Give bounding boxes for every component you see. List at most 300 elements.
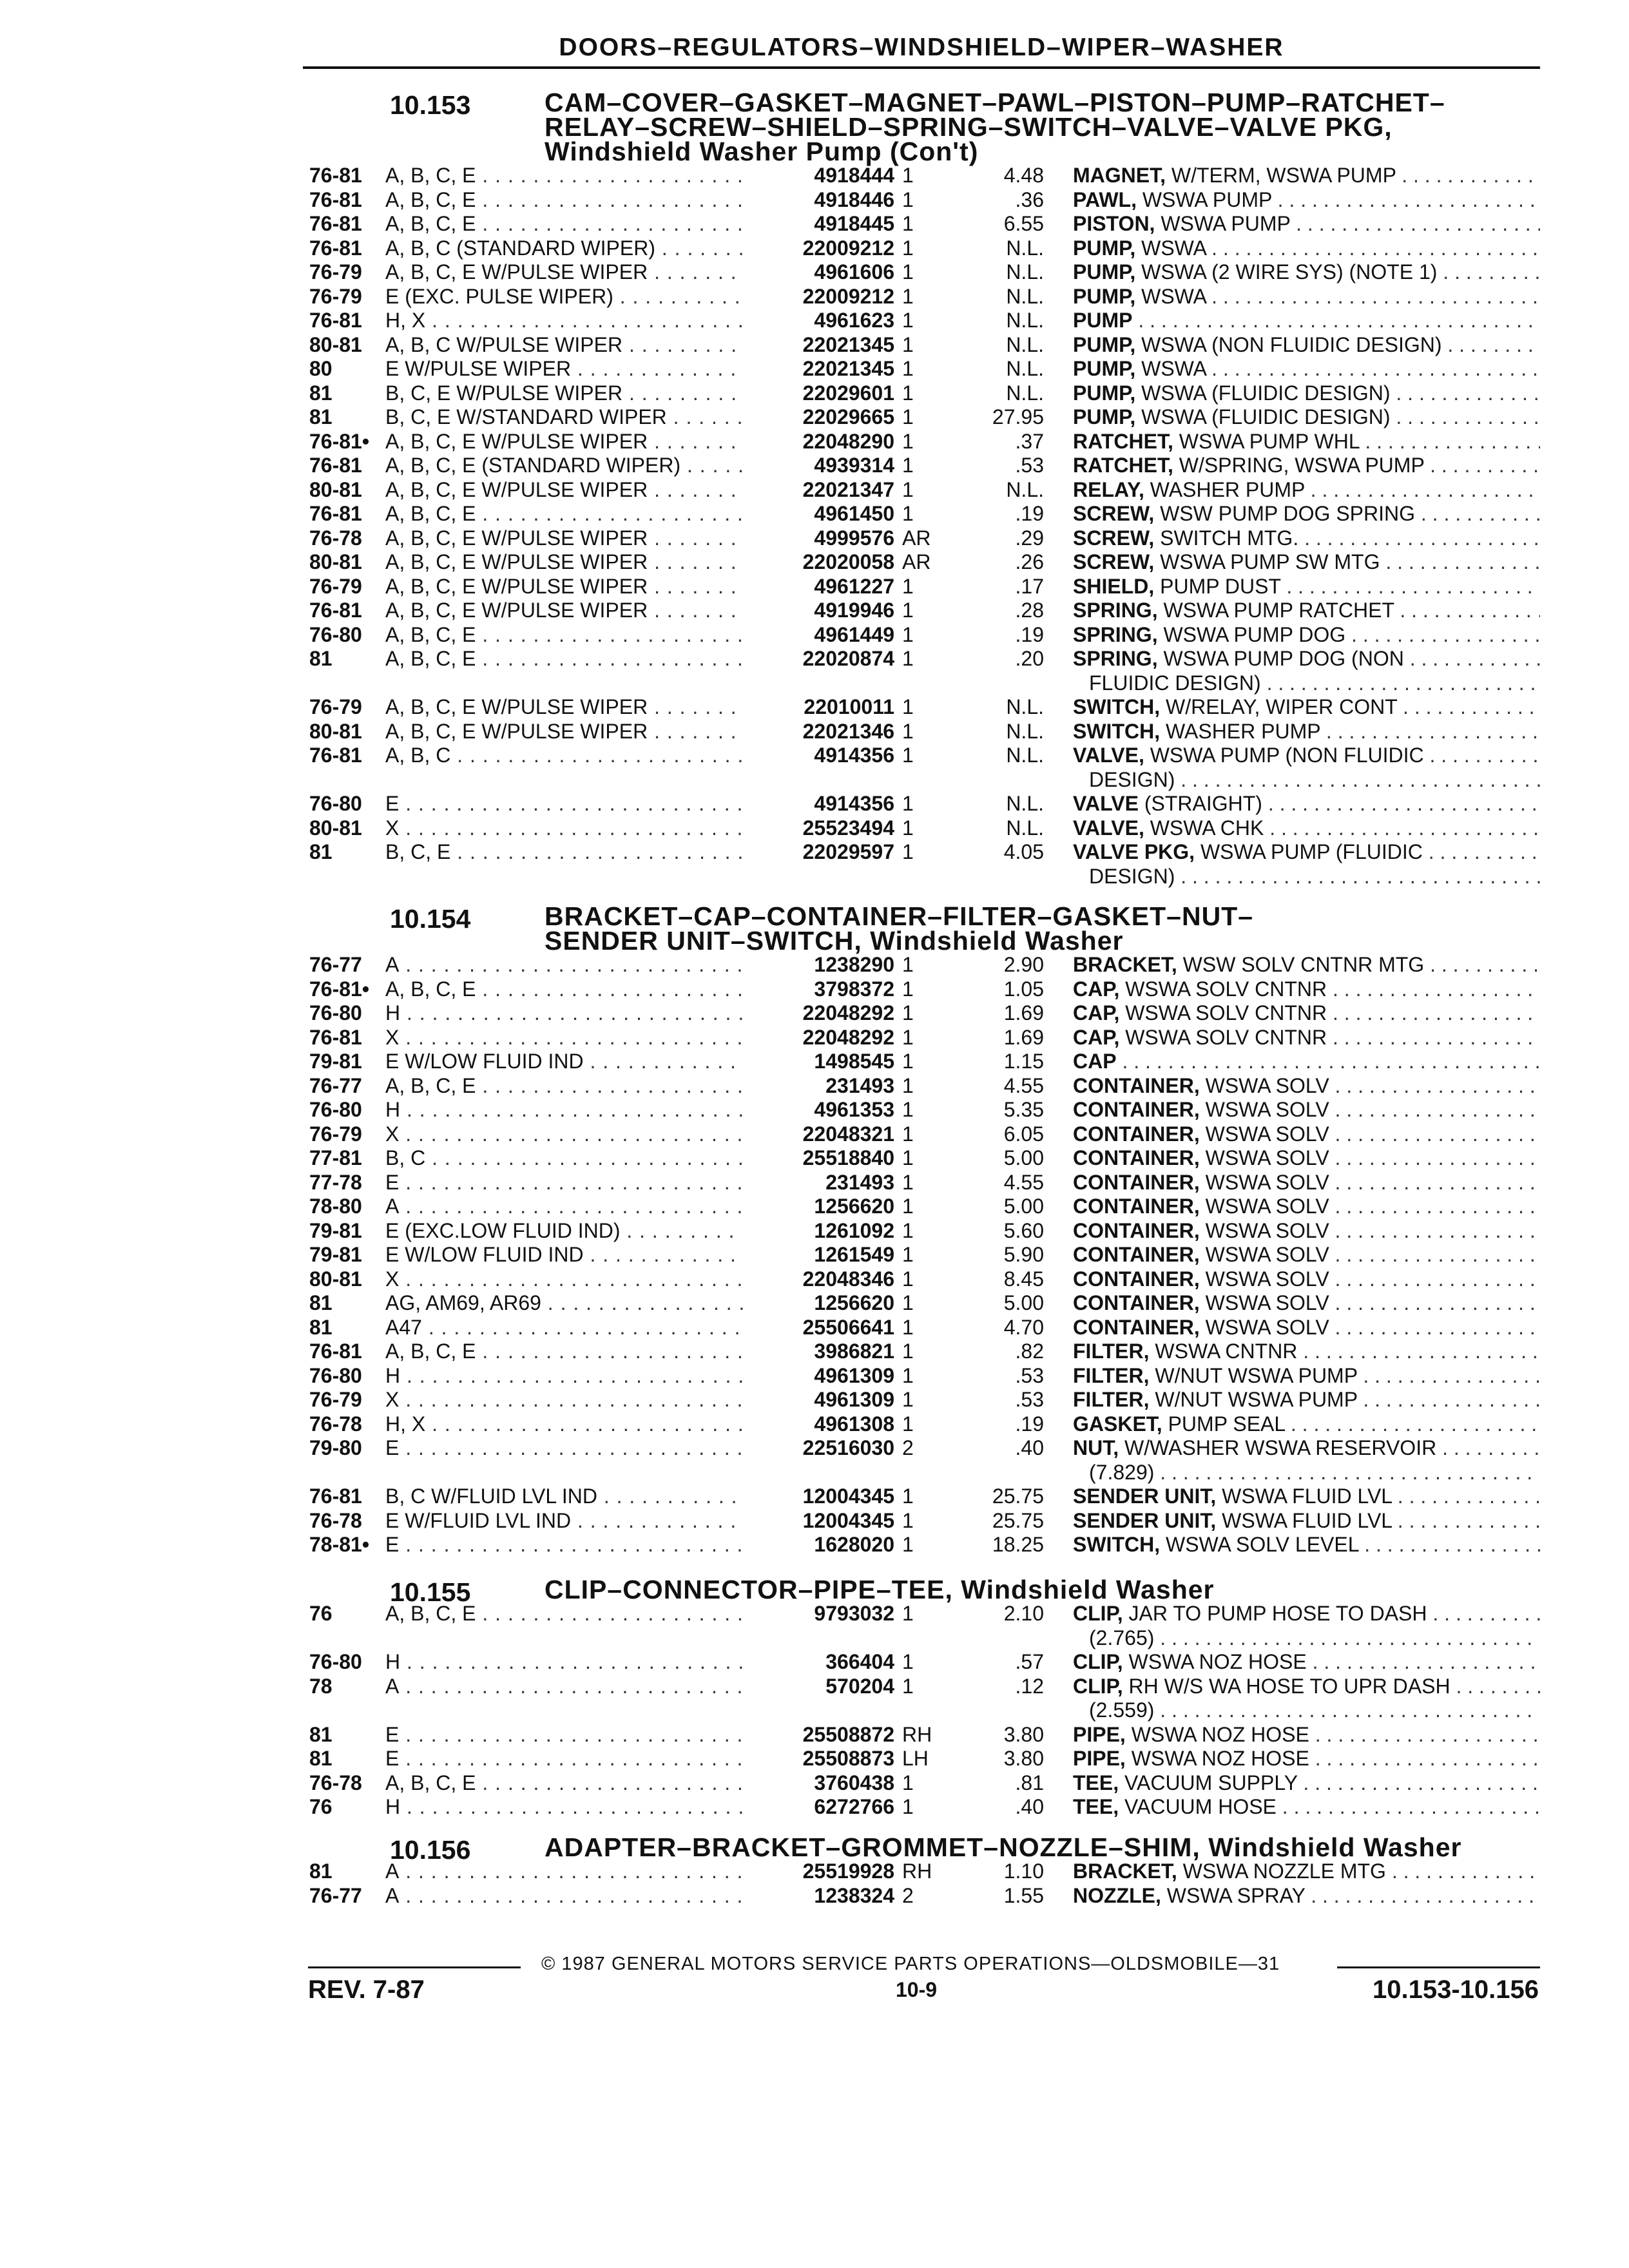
- table-row: [303, 953, 1540, 977]
- price: 2.10: [1003, 1602, 1044, 1625]
- part-number: 4961353: [814, 1098, 894, 1121]
- part-name: PUMP,: [1073, 332, 1136, 356]
- part-number: 22029601: [802, 381, 894, 405]
- model-applicability: H . . .: [385, 1364, 743, 1389]
- description-line: [1073, 309, 1540, 333]
- part-name: FILTER,: [1073, 1388, 1150, 1411]
- description-text: WSWA (FLUIDIC DESIGN): [1141, 405, 1391, 428]
- part-number: 4961309: [814, 1363, 894, 1387]
- model-applicability: E . . .: [385, 1533, 743, 1557]
- model-applicability: E . . .: [385, 1436, 743, 1461]
- description-line: [1073, 1860, 1540, 1884]
- part-number: 22048292: [802, 1025, 894, 1049]
- price: 6.55: [1003, 212, 1044, 235]
- model-applicability: E . . .: [385, 1171, 743, 1195]
- part-name: CONTAINER,: [1073, 1073, 1200, 1097]
- section-title: [545, 1577, 1540, 1602]
- description-text: SWITCH MTG.: [1160, 526, 1299, 550]
- table-row: [303, 1316, 1540, 1340]
- quantity: 1: [902, 1315, 914, 1339]
- parts-table: [303, 164, 1540, 889]
- price: .19: [1015, 622, 1044, 646]
- quantity: 1: [902, 840, 914, 863]
- description-text: WSWA SOLV: [1205, 1218, 1329, 1242]
- price: 5.00: [1003, 1291, 1044, 1314]
- model-year: 81: [309, 647, 333, 670]
- description-text: WSWA PUMP (FLUIDIC: [1200, 840, 1423, 863]
- quantity: 1: [902, 1340, 914, 1363]
- table-row: [303, 1171, 1540, 1195]
- part-description: [1073, 1195, 1540, 1219]
- description-text: WSWA: [1141, 236, 1206, 260]
- part-number: 22048321: [802, 1122, 894, 1146]
- section-subtitle: Windshield Washer: [1208, 1832, 1462, 1862]
- price: 25.75: [992, 1508, 1044, 1532]
- description-text: WSWA PUMP: [1161, 212, 1291, 235]
- part-name: VALVE PKG,: [1073, 840, 1195, 863]
- table-row: [303, 1050, 1540, 1074]
- quantity: 1: [902, 1412, 914, 1436]
- price: 4.05: [1003, 840, 1044, 863]
- price: 1.55: [1003, 1883, 1044, 1907]
- model-year: 81: [309, 1747, 333, 1770]
- description-line: [1073, 720, 1540, 744]
- model-year: 76-81: [309, 1340, 362, 1363]
- model-year: 76-80: [309, 792, 362, 815]
- part-name: RELAY,: [1073, 477, 1144, 501]
- section-title: [545, 1832, 1540, 1862]
- part-number: 22021346: [802, 719, 894, 743]
- description-line: [1073, 816, 1540, 841]
- description-text: WSWA (NON FLUIDIC DESIGN): [1141, 332, 1442, 356]
- part-description: [1073, 333, 1540, 358]
- description-line: [1073, 357, 1540, 381]
- model-year: 76-77: [309, 1073, 362, 1097]
- part-number: 22029597: [802, 840, 894, 863]
- model-applicability: A, B, C, E . . .: [385, 1771, 743, 1796]
- part-description: [1073, 1122, 1540, 1147]
- part-number: 6272766: [814, 1795, 894, 1818]
- description-line: [1073, 405, 1540, 430]
- part-name: CONTAINER,: [1073, 1098, 1200, 1121]
- model-year: 76: [309, 1602, 333, 1625]
- model-year: 76-80: [309, 1363, 362, 1387]
- description-text: WSWA SOLV: [1205, 1243, 1329, 1266]
- description-line: [1073, 1436, 1540, 1461]
- model-year: 76-79: [309, 1122, 362, 1146]
- quantity: 1: [902, 1218, 914, 1242]
- part-description: [1073, 1001, 1540, 1026]
- quantity: 1: [902, 405, 914, 428]
- price: N.L.: [1006, 284, 1044, 308]
- model-year: 76-78: [309, 526, 362, 550]
- part-number: 1238290: [814, 953, 894, 976]
- quantity: 1: [902, 744, 914, 767]
- model-applicability: X . . .: [385, 1267, 743, 1292]
- part-description: [1073, 526, 1540, 551]
- price: N.L.: [1006, 695, 1044, 718]
- quantity: 1: [902, 187, 914, 211]
- part-number: 25518840: [802, 1146, 894, 1169]
- description-text: WSWA PUMP (NON FLUIDIC: [1150, 744, 1424, 767]
- quantity: 1: [902, 574, 914, 598]
- part-description: [1073, 1291, 1540, 1316]
- part-number: 366404: [825, 1650, 894, 1673]
- quantity: 1: [902, 309, 914, 332]
- price: N.L.: [1006, 792, 1044, 815]
- part-number: 4961308: [814, 1412, 894, 1436]
- description-text: WSWA PUMP DOG (NON: [1163, 647, 1404, 670]
- part-description: [1073, 1509, 1540, 1533]
- part-name: CONTAINER,: [1073, 1195, 1200, 1218]
- quantity: 1: [902, 816, 914, 840]
- model-applicability: A, B, C, E W/PULSE WIPER . . .: [385, 526, 743, 551]
- description-text: PUMP SEAL: [1168, 1412, 1285, 1436]
- description-line: [1073, 953, 1540, 977]
- table-row: [303, 1074, 1540, 1099]
- description-text: WSWA PUMP SW MTG: [1160, 550, 1380, 573]
- description-line: [1073, 1074, 1540, 1099]
- part-name: PISTON,: [1073, 212, 1155, 235]
- part-name: PIPE,: [1073, 1722, 1126, 1746]
- part-description: [1073, 405, 1540, 430]
- part-number: 22048292: [802, 1001, 894, 1024]
- model-applicability: X . . .: [385, 1388, 743, 1412]
- model-year: 81: [309, 1722, 333, 1746]
- model-year: 76-81: [309, 187, 362, 211]
- part-description: [1073, 1860, 1540, 1884]
- model-applicability: E W/LOW FLUID IND . . .: [385, 1050, 743, 1074]
- model-year: 76-80: [309, 1098, 362, 1121]
- quantity: 1: [902, 1771, 914, 1794]
- price: N.L.: [1006, 236, 1044, 260]
- description-text: WSWA CNTNR: [1155, 1340, 1298, 1363]
- table-row: [303, 1195, 1540, 1219]
- model-year: 76-78: [309, 1412, 362, 1436]
- description-text: (7.829): [1089, 1460, 1155, 1484]
- table-row: [303, 977, 1540, 1002]
- part-description: [1073, 1171, 1540, 1195]
- model-applicability: A, B, C, E . . .: [385, 623, 743, 648]
- quantity: 1: [902, 357, 914, 380]
- part-description: [1073, 1485, 1540, 1509]
- part-name: CLIP,: [1073, 1602, 1123, 1625]
- description-line: [1073, 526, 1540, 551]
- part-name: SENDER UNIT,: [1073, 1485, 1217, 1508]
- table-row: [303, 1509, 1540, 1533]
- table-row: [303, 1291, 1540, 1316]
- quantity: 1: [902, 1485, 914, 1508]
- model-applicability: A, B, C, E . . .: [385, 647, 743, 671]
- part-description: [1073, 188, 1540, 213]
- quantity: 1: [902, 695, 914, 718]
- part-number: 22048346: [802, 1267, 894, 1291]
- table-row: [303, 1795, 1540, 1820]
- part-number: 22516030: [802, 1436, 894, 1459]
- model-year: 78-81•: [309, 1533, 370, 1556]
- table-row: [303, 1650, 1540, 1675]
- part-number: 4961450: [814, 502, 894, 525]
- part-name: CLIP,: [1073, 1650, 1123, 1673]
- table-row: [303, 1146, 1540, 1171]
- description-line: [1073, 1050, 1540, 1074]
- model-applicability: E W/PULSE WIPER . . .: [385, 357, 743, 381]
- price: 1.05: [1003, 977, 1044, 1001]
- model-applicability: A, B, C, E W/PULSE WIPER . . .: [385, 599, 743, 623]
- model-applicability: A, B, C (STANDARD WIPER) . . .: [385, 236, 743, 261]
- description-text: WSWA NOZZLE MTG: [1182, 1860, 1386, 1883]
- table-row: [303, 260, 1540, 285]
- part-description: [1073, 502, 1540, 526]
- model-applicability: A, B, C, E . . .: [385, 977, 743, 1002]
- model-year: 76-81: [309, 1025, 362, 1049]
- quantity: 1: [902, 1073, 914, 1097]
- part-name: CAP: [1073, 1050, 1117, 1073]
- table-row: [303, 744, 1540, 792]
- description-line: [1073, 671, 1540, 696]
- model-applicability: B, C . . .: [385, 1146, 743, 1171]
- model-applicability: A, B, C, E . . .: [385, 188, 743, 213]
- price: .37: [1015, 429, 1044, 453]
- part-name: BRACKET,: [1073, 1860, 1177, 1883]
- price: .19: [1015, 1412, 1044, 1436]
- part-name: CONTAINER,: [1073, 1218, 1200, 1242]
- part-name: PAWL,: [1073, 187, 1137, 211]
- model-applicability: H, X . . .: [385, 309, 743, 333]
- price: 5.00: [1003, 1146, 1044, 1169]
- price: 1.15: [1003, 1050, 1044, 1073]
- part-number: 22020874: [802, 647, 894, 670]
- part-number: 570204: [825, 1674, 894, 1698]
- quantity: 1: [902, 1025, 914, 1049]
- part-name: SENDER UNIT,: [1073, 1508, 1217, 1532]
- page-number: 10-9: [896, 1978, 938, 2001]
- description-text: WSWA NOZ HOSE: [1131, 1747, 1309, 1770]
- description-text: WASHER PUMP: [1150, 477, 1305, 501]
- part-name: SWITCH,: [1073, 695, 1161, 718]
- description-line: [1073, 1602, 1540, 1626]
- table-row: [303, 454, 1540, 478]
- quantity: 1: [902, 1508, 914, 1532]
- price: .53: [1015, 1388, 1044, 1411]
- part-name: CONTAINER,: [1073, 1243, 1200, 1266]
- table-row: [303, 1485, 1540, 1509]
- part-description: [1073, 1675, 1540, 1723]
- model-year: 76-80: [309, 622, 362, 646]
- model-applicability: A, B, C, E W/PULSE WIPER . . .: [385, 478, 743, 503]
- model-applicability: A, B, C, E W/PULSE WIPER . . .: [385, 720, 743, 744]
- table-row: [303, 1267, 1540, 1292]
- price: .40: [1015, 1795, 1044, 1818]
- model-applicability: E W/FLUID LVL IND . . .: [385, 1509, 743, 1533]
- description-line: [1073, 1747, 1540, 1771]
- table-row: [303, 1122, 1540, 1147]
- part-number: 231493: [825, 1170, 894, 1194]
- table-row: [303, 1340, 1540, 1364]
- part-name: RATCHET,: [1073, 429, 1173, 453]
- price: .36: [1015, 187, 1044, 211]
- part-name: CONTAINER,: [1073, 1291, 1200, 1314]
- model-applicability: A, B, C W/PULSE WIPER . . .: [385, 333, 743, 358]
- part-name: CAP,: [1073, 1001, 1120, 1024]
- quantity: 1: [902, 1363, 914, 1387]
- model-year: 80-81: [309, 719, 362, 743]
- description-line: [1073, 1219, 1540, 1244]
- description-line: [1073, 1771, 1540, 1796]
- part-number: 4999576: [814, 526, 894, 550]
- table-row: [303, 333, 1540, 358]
- price: 4.70: [1003, 1315, 1044, 1339]
- quantity: 1: [902, 284, 914, 308]
- price: 1.10: [1003, 1860, 1044, 1883]
- description-line: [1073, 1795, 1540, 1820]
- table-row: [303, 1243, 1540, 1267]
- price: .29: [1015, 526, 1044, 550]
- description-line: [1073, 1461, 1540, 1485]
- description-text: WSWA SOLV: [1205, 1267, 1329, 1291]
- model-year: 76-79: [309, 260, 362, 284]
- quantity: 1: [902, 1267, 914, 1291]
- section-title-line: RELAY–SCREW–SHIELD–SPRING–SWITCH–VALVE–VALVE PKG,: [545, 112, 1393, 142]
- section-header: [303, 90, 1540, 164]
- description-line: [1073, 695, 1540, 720]
- footer-rule-left: [308, 1966, 521, 1968]
- description-line: [1073, 1316, 1540, 1340]
- part-name: SHIELD,: [1073, 574, 1155, 598]
- description-line: [1073, 1412, 1540, 1437]
- price: 27.95: [992, 405, 1044, 428]
- part-number: 4919946: [814, 599, 894, 622]
- part-name: TEE,: [1073, 1795, 1119, 1818]
- model-year: 76-79: [309, 284, 362, 308]
- model-applicability: E . . .: [385, 1747, 743, 1771]
- model-year: 76-81: [309, 1485, 362, 1508]
- table-row: [303, 695, 1540, 720]
- model-year: 79-80: [309, 1436, 362, 1459]
- part-number: 3760438: [814, 1771, 894, 1794]
- model-applicability: A, B, C, E . . .: [385, 1340, 743, 1364]
- price: N.L.: [1006, 477, 1044, 501]
- part-name: SWITCH,: [1073, 719, 1161, 743]
- parts-table: [303, 953, 1540, 1557]
- description-text: (2.765): [1089, 1626, 1155, 1649]
- description-text: PUMP DUST: [1160, 574, 1281, 598]
- part-description: [1073, 1771, 1540, 1796]
- description-text: W/NUT WSWA PUMP: [1155, 1388, 1358, 1411]
- table-row: [303, 647, 1540, 695]
- part-description: [1073, 1098, 1540, 1122]
- part-description: [1073, 1747, 1540, 1771]
- price: .57: [1015, 1650, 1044, 1673]
- price: N.L.: [1006, 309, 1044, 332]
- table-row: [303, 502, 1540, 526]
- description-text: WSWA FLUID LVL: [1222, 1485, 1392, 1508]
- table-row: [303, 1219, 1540, 1244]
- model-year: 81: [309, 840, 333, 863]
- part-number: 25519928: [802, 1860, 894, 1883]
- part-description: [1073, 1219, 1540, 1244]
- part-name: SCREW,: [1073, 550, 1155, 573]
- description-line: [1073, 744, 1540, 768]
- description-text: WSW SOLV CNTNR MTG: [1182, 953, 1425, 976]
- table-row: [303, 599, 1540, 623]
- part-number: 4961309: [814, 1388, 894, 1411]
- quantity: 1: [902, 1098, 914, 1121]
- part-name: FILTER,: [1073, 1340, 1150, 1363]
- part-description: [1073, 478, 1540, 503]
- description-line: [1073, 1650, 1540, 1675]
- footer-rule-right: [1337, 1966, 1540, 1968]
- table-row: [303, 1412, 1540, 1437]
- quantity: 2: [902, 1436, 914, 1459]
- part-name: GASKET,: [1073, 1412, 1162, 1436]
- part-description: [1073, 953, 1540, 977]
- description-text: WSWA PUMP RATCHET: [1163, 599, 1394, 622]
- quantity: AR: [902, 550, 931, 573]
- table-row: [303, 188, 1540, 213]
- part-name: CLIP,: [1073, 1674, 1123, 1698]
- part-number: 25506641: [802, 1315, 894, 1339]
- part-number: 231493: [825, 1073, 894, 1097]
- price: 4.55: [1003, 1170, 1044, 1194]
- section-10-155: [303, 1577, 1540, 1820]
- part-description: [1073, 430, 1540, 454]
- table-row: [303, 478, 1540, 503]
- table-row: [303, 430, 1540, 454]
- section-title: [545, 901, 1540, 956]
- description-text: VACUUM HOSE: [1124, 1795, 1277, 1818]
- part-number: 4961623: [814, 309, 894, 332]
- model-year: 79-81: [309, 1243, 362, 1266]
- description-line: [1073, 1267, 1540, 1292]
- model-applicability: H . . .: [385, 1650, 743, 1675]
- model-year: 79-81: [309, 1050, 362, 1073]
- section-title-line: CLIP–CONNECTOR–PIPE–TEE,: [545, 1575, 953, 1604]
- part-number: 1238324: [814, 1883, 894, 1907]
- part-description: [1073, 816, 1540, 841]
- part-name: CONTAINER,: [1073, 1122, 1200, 1146]
- table-row: [303, 623, 1540, 648]
- quantity: RH: [902, 1860, 932, 1883]
- model-year: 76-78: [309, 1771, 362, 1794]
- model-year: 76-78: [309, 1508, 362, 1532]
- model-year: 77-81: [309, 1146, 362, 1169]
- part-description: [1073, 454, 1540, 478]
- quantity: 1: [902, 1602, 914, 1625]
- description-text: (2.559): [1089, 1698, 1155, 1722]
- model-year: 80-81: [309, 1267, 362, 1291]
- table-row: [303, 1747, 1540, 1771]
- description-text: W/RELAY, WIPER CONT: [1165, 695, 1398, 718]
- part-name: NUT,: [1073, 1436, 1119, 1459]
- table-row: [303, 285, 1540, 309]
- description-text: W/NUT WSWA PUMP: [1155, 1363, 1358, 1387]
- part-description: [1073, 1146, 1540, 1171]
- part-description: [1073, 1267, 1540, 1292]
- part-number: 25523494: [802, 816, 894, 840]
- table-row: [303, 816, 1540, 841]
- price: 2.90: [1003, 953, 1044, 976]
- quantity: AR: [902, 526, 931, 550]
- quantity: 1: [902, 1533, 914, 1556]
- quantity: 1: [902, 1650, 914, 1673]
- description-text: W/SPRING, WSWA PUMP: [1179, 454, 1425, 477]
- model-year: 76-79: [309, 695, 362, 718]
- part-number: 25508873: [802, 1747, 894, 1770]
- description-line: [1073, 768, 1540, 793]
- quantity: 1: [902, 1001, 914, 1024]
- description-line: [1073, 478, 1540, 503]
